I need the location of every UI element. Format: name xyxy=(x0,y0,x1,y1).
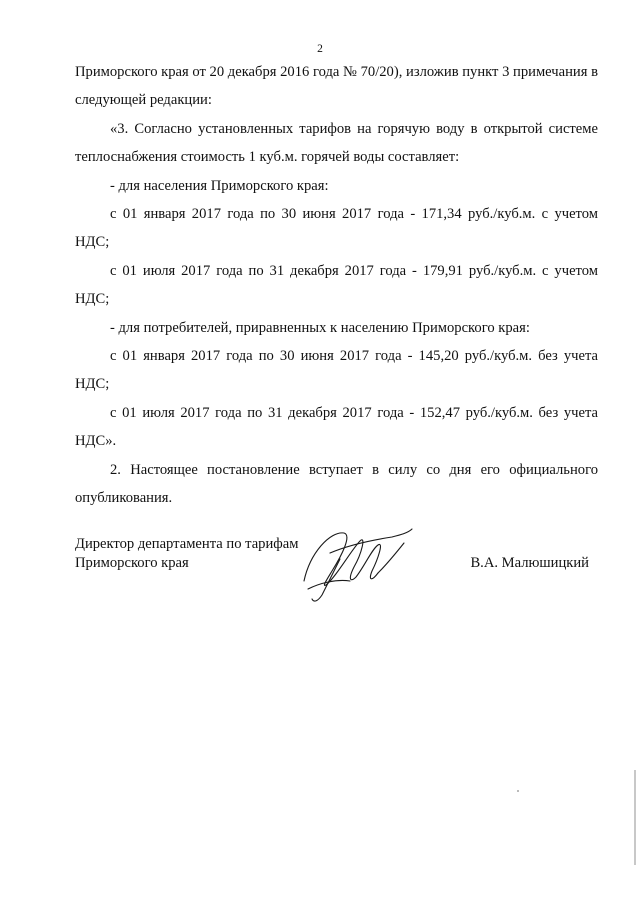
signature-block xyxy=(75,535,598,615)
scan-dust-mark xyxy=(517,790,519,792)
scan-edge-mark xyxy=(634,770,636,865)
paragraph-equivalent-heading: - для потребителей, приравненных к населению Приморского края: xyxy=(110,319,530,336)
paragraph-population-h1: с 01 января 2017 года по 30 июня 2017 года - 171,34 руб./куб.м. с учетом НДС; xyxy=(75,206,598,251)
paragraph-note-3: «3. Согласно установленных тарифов на горячую воду в открытой системе теплоснабжения стоимость 1 куб.м. горячей воды составляет: xyxy=(75,120,598,166)
page-number: 2 xyxy=(317,43,323,55)
paragraph-effective-date: 2. Настоящее постановление вступает в силу со дня его официального опубликования. xyxy=(75,461,598,507)
signatory-title-line-2: Приморского края xyxy=(75,555,189,571)
paragraph-equivalent-h2: с 01 июля 2017 года по 31 декабря 2017 года - 152,47 руб./куб.м. без учета НДС». xyxy=(75,404,598,450)
signatory-title xyxy=(75,535,298,573)
handwritten-signature xyxy=(300,523,415,605)
paragraph-intro: Приморского края от 20 декабря 2016 года № 70/20), изложив пункт 3 примечания в следующей редакции: xyxy=(75,64,598,109)
paragraph-population-heading: - для населения Приморского края: xyxy=(110,177,329,194)
paragraph-equivalent-h1: с 01 января 2017 года по 30 июня 2017 года - 145,20 руб./куб.м. без учета НДС; xyxy=(75,348,598,393)
document-body xyxy=(75,58,598,513)
signatory-title-line-1: Директор департамента по тарифам xyxy=(75,536,299,552)
paragraph-population-h2: с 01 июля 2017 года по 31 декабря 2017 года - 179,91 руб./куб.м. с учетом НДС; xyxy=(75,262,598,308)
signatory-name: В.А. Малюшицкий xyxy=(470,555,589,571)
